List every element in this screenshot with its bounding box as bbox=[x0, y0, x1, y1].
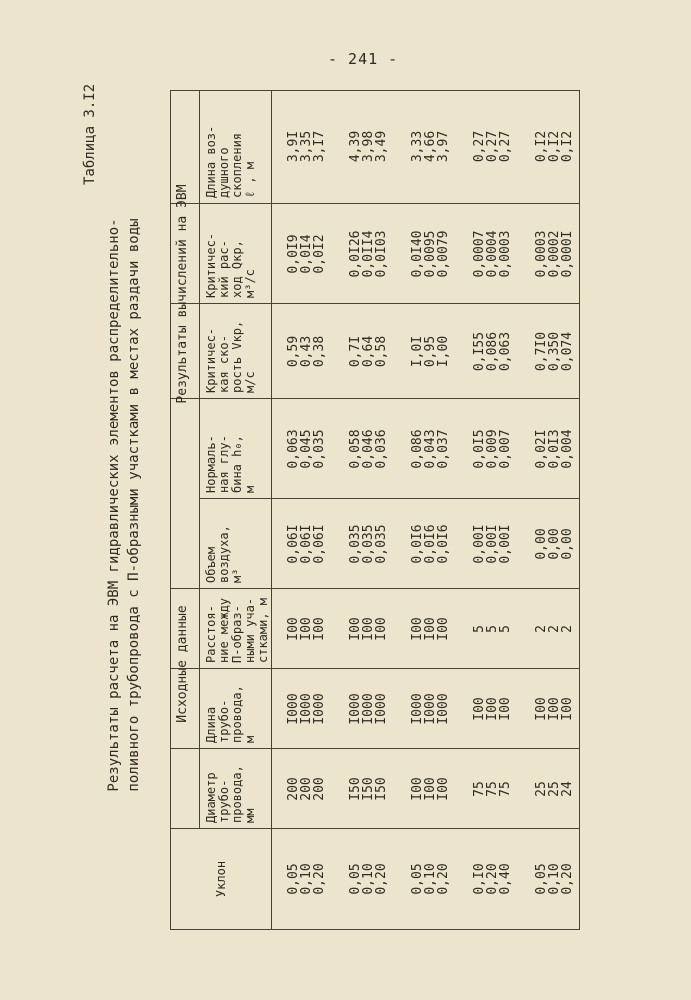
table-cell: 0,0I9 bbox=[286, 234, 301, 274]
table-cell: 0,035 bbox=[348, 524, 363, 564]
table-cell: 0,035 bbox=[312, 429, 327, 469]
table-cell: 0,06I bbox=[312, 524, 327, 564]
row-group bbox=[349, 89, 388, 204]
column-diameter bbox=[273, 749, 579, 829]
row-group bbox=[535, 589, 574, 669]
row-group bbox=[287, 499, 326, 589]
table-cell: 0,I2 bbox=[560, 130, 575, 163]
row-group bbox=[535, 499, 574, 589]
row-group bbox=[287, 589, 326, 669]
table-cell: 0,004 bbox=[560, 429, 575, 469]
table-cell: 2 bbox=[560, 625, 575, 633]
row-group bbox=[349, 829, 388, 929]
table-cell: 0,0I5 bbox=[472, 429, 487, 469]
table-cell: 0,00 bbox=[534, 528, 549, 560]
table-cell: I50 bbox=[361, 777, 376, 801]
table-cell: 0,0003 bbox=[498, 230, 513, 278]
table-cell: I00 bbox=[348, 617, 363, 641]
table-cell: 4,66 bbox=[423, 130, 438, 163]
table-cell: 3,33 bbox=[410, 130, 425, 163]
table-cell: 0,0I4 bbox=[299, 234, 314, 274]
row-group bbox=[411, 829, 450, 929]
table-cell: 25 bbox=[534, 781, 549, 797]
table-cell: I00 bbox=[361, 617, 376, 641]
table-cell: 0,063 bbox=[286, 429, 301, 469]
table-cell: 0,05 bbox=[410, 863, 425, 895]
table-cell: 0,10 bbox=[547, 863, 562, 895]
table-cell: 0,64 bbox=[361, 335, 376, 368]
table-cell: I000 bbox=[286, 693, 301, 725]
table-cell: 0,27 bbox=[472, 130, 487, 163]
table-cell: 0,00 bbox=[560, 528, 575, 560]
row-group bbox=[535, 749, 574, 829]
table-caption bbox=[104, 90, 144, 920]
row-group bbox=[287, 204, 326, 304]
table-cell: I00 bbox=[299, 617, 314, 641]
table-cell: I000 bbox=[436, 693, 451, 725]
table-cell: 0,59 bbox=[286, 335, 301, 368]
row-group bbox=[473, 669, 512, 749]
table-cell: 0,045 bbox=[299, 429, 314, 469]
table-cell: 0,20 bbox=[312, 863, 327, 895]
table-cell: 24 bbox=[560, 781, 575, 797]
row-group bbox=[349, 304, 388, 399]
table-cell: 0,27 bbox=[485, 130, 500, 163]
table-cell: 0,0095 bbox=[423, 230, 438, 278]
header-length: Длина трубо- провода, м bbox=[204, 685, 257, 743]
table-cell: 0,00 bbox=[547, 528, 562, 560]
table-cell: I00 bbox=[498, 697, 513, 721]
row-group bbox=[287, 304, 326, 399]
header-flow: Критичес- кий рас- ход Qкр, м³/с bbox=[204, 232, 257, 298]
table-cell: 3,35 bbox=[299, 130, 314, 163]
table-cell: I00 bbox=[423, 617, 438, 641]
table-cell: 0,000I bbox=[560, 230, 575, 278]
table-cell: I000 bbox=[410, 693, 425, 725]
table-cell: I000 bbox=[348, 693, 363, 725]
table-cell: 0,02I bbox=[534, 429, 549, 469]
row-group bbox=[535, 669, 574, 749]
row-group bbox=[535, 304, 574, 399]
table-cell: 0,0002 bbox=[547, 230, 562, 278]
table-cell: 0,00I bbox=[472, 524, 487, 564]
table-cell: I00 bbox=[436, 777, 451, 801]
column-volume bbox=[273, 499, 579, 589]
table-cell: 0,40 bbox=[498, 863, 513, 895]
table-cell: 0,058 bbox=[348, 429, 363, 469]
table-cell: 0,20 bbox=[560, 863, 575, 895]
table-cell: I,00 bbox=[436, 335, 451, 368]
table-cell: 4,39 bbox=[348, 130, 363, 163]
row-group bbox=[473, 829, 512, 929]
row-group bbox=[473, 89, 512, 204]
table-cell: 0,20 bbox=[485, 863, 500, 895]
row-group bbox=[535, 89, 574, 204]
table-cell: 75 bbox=[472, 781, 487, 797]
row-group bbox=[473, 204, 512, 304]
column-velocity bbox=[273, 304, 579, 399]
table-cell: 5 bbox=[498, 625, 513, 633]
table-cell: 0,035 bbox=[361, 524, 376, 564]
table-cell: 0,007 bbox=[498, 429, 513, 469]
row-group bbox=[411, 89, 450, 204]
table-cell: I00 bbox=[547, 697, 562, 721]
table-cell: 0,0I40 bbox=[410, 230, 425, 278]
table-cell: 0,7I bbox=[348, 335, 363, 368]
table-cell: I00 bbox=[286, 617, 301, 641]
row-group bbox=[349, 589, 388, 669]
header-air-length: Длина воз- душного скопления ℓ , м bbox=[204, 125, 257, 198]
table-cell: 0,037 bbox=[436, 429, 451, 469]
table-cell: 0,0I3 bbox=[547, 429, 562, 469]
table-cell: 0,I55 bbox=[472, 331, 487, 372]
column-uklon bbox=[273, 829, 579, 929]
table-label: Таблица 3.I2 bbox=[82, 83, 98, 185]
table-cell: 75 bbox=[485, 781, 500, 797]
table-cell: 0,10 bbox=[299, 863, 314, 895]
table-cell: 0,20 bbox=[436, 863, 451, 895]
table-cell: 0,086 bbox=[410, 429, 425, 469]
row-group bbox=[349, 399, 388, 499]
header-velocity: Критичес- кая ско- рость Vкр, м/с bbox=[204, 320, 257, 393]
table-cell: I00 bbox=[472, 697, 487, 721]
row-group bbox=[473, 499, 512, 589]
table-cell: 0,0II4 bbox=[361, 230, 376, 278]
table-cell: I00 bbox=[374, 617, 389, 641]
table-cell: 0,27 bbox=[498, 130, 513, 163]
table-cell: 5 bbox=[485, 625, 500, 633]
caption-line-2: поливного трубопровода с П-образными участками в местах раздачи воды bbox=[126, 218, 142, 792]
table-cell: 0,00I bbox=[498, 524, 513, 564]
row-group bbox=[411, 669, 450, 749]
column-flow bbox=[273, 204, 579, 304]
row-group bbox=[411, 304, 450, 399]
table-cell: 0,0I6 bbox=[410, 524, 425, 564]
table-cell: 0,0007 bbox=[472, 230, 487, 278]
row-group bbox=[535, 829, 574, 929]
row-group bbox=[473, 304, 512, 399]
table-cell: 2 bbox=[547, 625, 562, 633]
table-cell: I00 bbox=[410, 617, 425, 641]
row-group bbox=[411, 499, 450, 589]
table-cell: 0,0I03 bbox=[374, 230, 389, 278]
table-cell: 0,38 bbox=[312, 335, 327, 368]
table-cell: 2 bbox=[534, 625, 549, 633]
table-cell: 200 bbox=[312, 777, 327, 801]
column-depth bbox=[273, 399, 579, 499]
header-depth: Нормаль- ная глу- бина h₀, м bbox=[204, 435, 257, 493]
table-cell: I00 bbox=[312, 617, 327, 641]
header-uklon: Уклон bbox=[213, 860, 228, 898]
table-cell: 0,0I6 bbox=[423, 524, 438, 564]
row-group bbox=[411, 399, 450, 499]
table-cell: I00 bbox=[423, 777, 438, 801]
table-cell: 0,035 bbox=[374, 524, 389, 564]
table-cell: 0,10 bbox=[423, 863, 438, 895]
table-cell: I000 bbox=[299, 693, 314, 725]
table-cell: I000 bbox=[361, 693, 376, 725]
row-group bbox=[349, 749, 388, 829]
table-cell: 0,00I bbox=[485, 524, 500, 564]
table-cell: I000 bbox=[423, 693, 438, 725]
row-group bbox=[287, 89, 326, 204]
table-cell: 0,43 bbox=[299, 335, 314, 368]
row-group bbox=[287, 669, 326, 749]
table-cell: I000 bbox=[312, 693, 327, 725]
table-cell: 0,10 bbox=[361, 863, 376, 895]
table-cell: 200 bbox=[286, 777, 301, 801]
table-cell: 0,074 bbox=[560, 331, 575, 372]
row-group bbox=[287, 749, 326, 829]
row-group bbox=[349, 669, 388, 749]
header-group-results: Результаты вычислений на ЭВМ bbox=[175, 184, 190, 404]
table-cell: 0,I2 bbox=[534, 130, 549, 163]
table-cell: 0,I0 bbox=[472, 863, 487, 895]
row-group bbox=[473, 399, 512, 499]
table-cell: 0,0079 bbox=[436, 230, 451, 278]
table-cell: 0,95 bbox=[423, 335, 438, 368]
row-group bbox=[473, 589, 512, 669]
table-cell: 75 bbox=[498, 781, 513, 797]
row-group bbox=[473, 749, 512, 829]
results-table bbox=[170, 90, 580, 930]
table-cell: 3,98 bbox=[361, 130, 376, 163]
table-cell: I50 bbox=[374, 777, 389, 801]
table-cell: I00 bbox=[436, 617, 451, 641]
row-group bbox=[349, 499, 388, 589]
row-group bbox=[411, 749, 450, 829]
row-group bbox=[349, 204, 388, 304]
table-cell: 0,036 bbox=[374, 429, 389, 469]
table-cell: 3,9I bbox=[286, 130, 301, 163]
table-cell: 0,05 bbox=[534, 863, 549, 895]
row-group bbox=[411, 204, 450, 304]
table-cell: 0,086 bbox=[485, 331, 500, 372]
table-cell: 200 bbox=[299, 777, 314, 801]
table-cell: 0,0I26 bbox=[348, 230, 363, 278]
table-cell: I00 bbox=[410, 777, 425, 801]
table-cell: I00 bbox=[560, 697, 575, 721]
table-cell: I000 bbox=[374, 693, 389, 725]
header-diameter: Диаметр трубо- провода, мм bbox=[204, 765, 257, 823]
table-cell: 0,05 bbox=[348, 863, 363, 895]
table-cell: 3,97 bbox=[436, 130, 451, 163]
row-group bbox=[535, 399, 574, 499]
table-cell: 25 bbox=[547, 781, 562, 797]
column-air-length bbox=[273, 89, 579, 204]
table-cell: 0,046 bbox=[361, 429, 376, 469]
row-group bbox=[287, 399, 326, 499]
table-cell: I50 bbox=[348, 777, 363, 801]
page-number: - 241 - bbox=[328, 50, 399, 68]
table-cell: 0,58 bbox=[374, 335, 389, 368]
table-cell: 0,009 bbox=[485, 429, 500, 469]
table-cell: 3,49 bbox=[374, 130, 389, 163]
column-distance bbox=[273, 589, 579, 669]
table-cell: 0,043 bbox=[423, 429, 438, 469]
table-cell: 0,0004 bbox=[485, 230, 500, 278]
table-cell: 0,063 bbox=[498, 331, 513, 372]
table-cell: 0,06I bbox=[299, 524, 314, 564]
table-cell: 5 bbox=[472, 625, 487, 633]
table-cell: I,0I bbox=[410, 335, 425, 368]
table-cell: 0,05 bbox=[286, 863, 301, 895]
table-cell: 0,0I2 bbox=[312, 234, 327, 274]
header-distance: Расстоя- ние между П-образ- ными уча- стками, м bbox=[204, 597, 270, 663]
table-cell: I00 bbox=[485, 697, 500, 721]
row-group bbox=[287, 829, 326, 929]
row-group bbox=[535, 204, 574, 304]
row-group bbox=[411, 589, 450, 669]
column-length bbox=[273, 669, 579, 749]
table-cell: 0,7I0 bbox=[534, 331, 549, 372]
table-cell: 0,06I bbox=[286, 524, 301, 564]
table-cell: I00 bbox=[534, 697, 549, 721]
table-cell: 0,0003 bbox=[534, 230, 549, 278]
table-cell: 0,I2 bbox=[547, 130, 562, 163]
caption-line-1: Результаты расчета на ЭВМ гидравлических элементов распределительно- bbox=[106, 218, 122, 792]
rotated-content bbox=[70, 83, 630, 930]
table-cell: 3,I7 bbox=[312, 130, 327, 163]
table-cell: 0,0I6 bbox=[436, 524, 451, 564]
table-cell: 0,20 bbox=[374, 863, 389, 895]
table-cell: 0,350 bbox=[547, 331, 562, 372]
header-volume: Объем воздуха, м³ bbox=[204, 525, 244, 583]
header-group-input: Исходные данные bbox=[175, 605, 190, 723]
